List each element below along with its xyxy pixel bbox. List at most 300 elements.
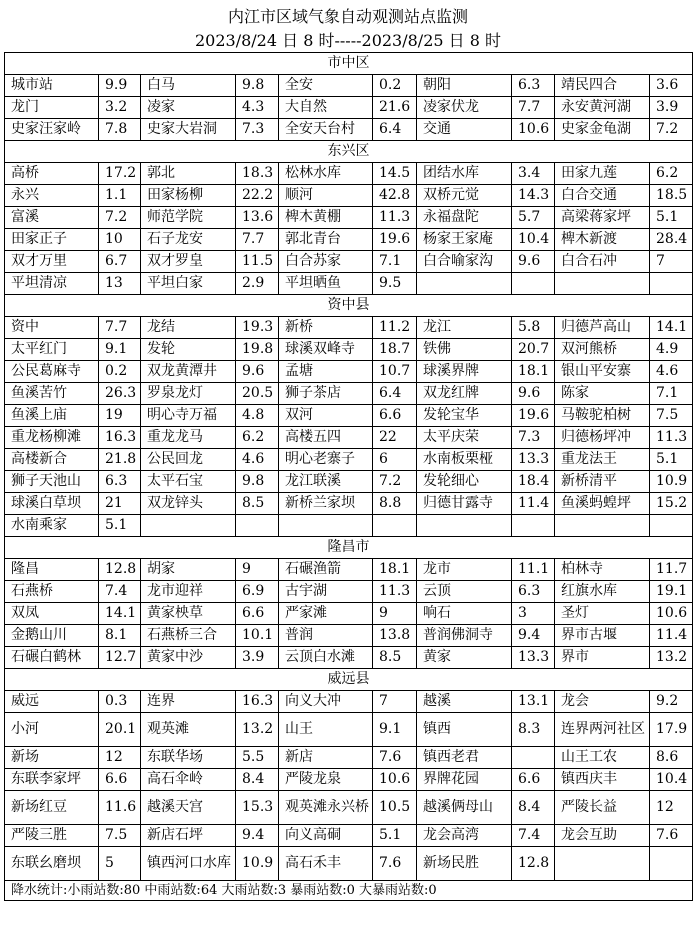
rainfall-value: 6.2 xyxy=(236,427,279,449)
table-row xyxy=(5,625,693,647)
rainfall-value: 4.8 xyxy=(236,405,279,427)
rainfall-value: 11.5 xyxy=(236,251,279,273)
station-name: 红旗水库 xyxy=(555,581,650,603)
rainfall-value: 6.6 xyxy=(99,769,141,791)
station-name: 新场红豆 xyxy=(5,791,99,825)
station-name: 黄家柍草 xyxy=(141,603,236,625)
rainfall-value xyxy=(512,273,555,295)
station-name: 新桥清平 xyxy=(555,471,650,493)
rainfall-value: 6 xyxy=(373,449,417,471)
station-name: 威远 xyxy=(5,691,99,713)
rainfall-value: 4.9 xyxy=(650,339,693,361)
rainfall-value: 13.3 xyxy=(512,449,555,471)
section-header xyxy=(5,295,693,317)
table-row xyxy=(5,713,693,747)
station-name: 铁佛 xyxy=(417,339,512,361)
station-name: 石碾白鹤林 xyxy=(5,647,99,669)
station-name: 水南板栗桠 xyxy=(417,449,512,471)
rainfall-value: 19.8 xyxy=(236,339,279,361)
rainfall-value: 17.2 xyxy=(99,163,141,185)
rainfall-value: 6.4 xyxy=(373,119,417,141)
table-row xyxy=(5,119,693,141)
rainfall-value: 3 xyxy=(512,603,555,625)
rainfall-value: 18.1 xyxy=(373,559,417,581)
station-name: 新桥兰家坝 xyxy=(279,493,373,515)
station-name: 严家滩 xyxy=(279,603,373,625)
rainfall-value: 26.3 xyxy=(99,383,141,405)
rainfall-value: 13.3 xyxy=(512,647,555,669)
rainfall-value: 5 xyxy=(99,847,141,881)
rainfall-value: 7.8 xyxy=(99,119,141,141)
station-name: 发轮 xyxy=(141,339,236,361)
station-name: 越溪俩母山 xyxy=(417,791,512,825)
rainfall-value: 11.2 xyxy=(373,317,417,339)
rainfall-value: 17.9 xyxy=(650,713,693,747)
table-row xyxy=(5,769,693,791)
table-row xyxy=(5,427,693,449)
table-row xyxy=(5,97,693,119)
rainfall-value: 14.5 xyxy=(373,163,417,185)
rainfall-value: 15.2 xyxy=(650,493,693,515)
precipitation-stats: 降水统计:小雨站数:80 中雨站数:64 大雨站数:3 暴雨站数:0 大暴雨站数:0 xyxy=(5,881,693,901)
rainfall-value: 1.1 xyxy=(99,185,141,207)
station-name: 孟塘 xyxy=(279,361,373,383)
station-name: 石碾渔箭 xyxy=(279,559,373,581)
section-title: 东兴区 xyxy=(5,141,693,163)
rainfall-value: 11.3 xyxy=(650,427,693,449)
rainfall-value: 19.3 xyxy=(236,317,279,339)
rainfall-value xyxy=(236,515,279,537)
rainfall-value: 10 xyxy=(99,229,141,251)
rainfall-value: 15.3 xyxy=(236,791,279,825)
rainfall-value: 6.6 xyxy=(236,603,279,625)
rainfall-value: 7.4 xyxy=(512,825,555,847)
rainfall-value: 13.6 xyxy=(236,207,279,229)
rainfall-value: 5.1 xyxy=(650,207,693,229)
station-name: 龙会互助 xyxy=(555,825,650,847)
table-row xyxy=(5,273,693,295)
stats-row xyxy=(5,881,693,901)
station-name: 新场民胜 xyxy=(417,847,512,881)
rainfall-value: 14.1 xyxy=(650,317,693,339)
station-name: 高桥 xyxy=(5,163,99,185)
table-row xyxy=(5,603,693,625)
rainfall-value: 3.2 xyxy=(99,97,141,119)
table-row xyxy=(5,691,693,713)
rainfall-value: 8.4 xyxy=(512,791,555,825)
station-name: 平坦晒鱼 xyxy=(279,273,373,295)
station-name: 连界两河社区 xyxy=(555,713,650,747)
station-name: 永安黄河湖 xyxy=(555,97,650,119)
rainfall-value: 20.1 xyxy=(99,713,141,747)
rainfall-value: 8.1 xyxy=(99,625,141,647)
station-name: 龙江 xyxy=(417,317,512,339)
rainfall-value: 16.3 xyxy=(236,691,279,713)
station-name: 靖民四合 xyxy=(555,75,650,97)
station-name: 狮子茶店 xyxy=(279,383,373,405)
rainfall-value: 9.4 xyxy=(512,625,555,647)
station-name: 镇西老君 xyxy=(417,747,512,769)
rainfall-value: 10.4 xyxy=(650,769,693,791)
rainfall-value: 9 xyxy=(236,559,279,581)
station-name: 田家正子 xyxy=(5,229,99,251)
station-name: 观英滩 xyxy=(141,713,236,747)
rainfall-value: 6.2 xyxy=(650,163,693,185)
rainfall-value: 7.7 xyxy=(512,97,555,119)
station-name: 球溪双峰寺 xyxy=(279,339,373,361)
rainfall-value: 16.3 xyxy=(99,427,141,449)
station-name: 镇西庆丰 xyxy=(555,769,650,791)
station-name: 黄家 xyxy=(417,647,512,669)
station-name: 松林水库 xyxy=(279,163,373,185)
report-period: 2023/8/24 日 8 时-----2023/8/25 日 8 时 xyxy=(195,31,501,50)
station-name: 太平石宝 xyxy=(141,471,236,493)
station-name: 龙江联溪 xyxy=(279,471,373,493)
station-name: 镇西 xyxy=(417,713,512,747)
rainfall-value: 8.5 xyxy=(373,647,417,669)
table-row xyxy=(5,207,693,229)
station-name: 双凤 xyxy=(5,603,99,625)
rainfall-value: 19.1 xyxy=(650,581,693,603)
station-name: 龙会 xyxy=(555,691,650,713)
rainfall-value: 8.5 xyxy=(236,493,279,515)
rainfall-value xyxy=(650,847,693,881)
station-name: 水南乘家 xyxy=(5,515,99,537)
station-name: 发轮细心 xyxy=(417,471,512,493)
rainfall-value: 21.8 xyxy=(99,449,141,471)
rainfall-value: 18.1 xyxy=(512,361,555,383)
station-name: 严陵三胜 xyxy=(5,825,99,847)
table-row xyxy=(5,647,693,669)
station-name: 平坦清凉 xyxy=(5,273,99,295)
station-name: 石燕桥三合 xyxy=(141,625,236,647)
station-name: 普润 xyxy=(279,625,373,647)
table-row xyxy=(5,515,693,537)
rainfall-value: 7.2 xyxy=(650,119,693,141)
rainfall-value: 13.1 xyxy=(512,691,555,713)
station-name: 鱼溪蚂蝗坪 xyxy=(555,493,650,515)
rainfall-value: 11.4 xyxy=(512,493,555,515)
station-name: 龙会高湾 xyxy=(417,825,512,847)
rainfall-value: 7.2 xyxy=(99,207,141,229)
rainfall-value: 20.7 xyxy=(512,339,555,361)
rainfall-value: 7.5 xyxy=(650,405,693,427)
station-name: 新店石坪 xyxy=(141,825,236,847)
station-name: 高石伞岭 xyxy=(141,769,236,791)
rainfall-value: 0.2 xyxy=(99,361,141,383)
rainfall-value: 6.3 xyxy=(512,75,555,97)
station-name: 田家九莲 xyxy=(555,163,650,185)
table-row xyxy=(5,405,693,427)
rainfall-value xyxy=(650,273,693,295)
station-name: 古宇湖 xyxy=(279,581,373,603)
station-name: 黄家中沙 xyxy=(141,647,236,669)
table-row xyxy=(5,163,693,185)
table-row xyxy=(5,559,693,581)
rainfall-value: 6.6 xyxy=(512,769,555,791)
table-row xyxy=(5,185,693,207)
station-name: 石燕桥 xyxy=(5,581,99,603)
station-name: 史家大岩洞 xyxy=(141,119,236,141)
station-name: 凌家 xyxy=(141,97,236,119)
rainfall-value: 4.6 xyxy=(236,449,279,471)
rainfall-value: 12.7 xyxy=(99,647,141,669)
station-name: 发轮宝华 xyxy=(417,405,512,427)
station-name xyxy=(417,273,512,295)
table-row xyxy=(5,75,693,97)
station-name: 郭北 xyxy=(141,163,236,185)
station-name: 白马 xyxy=(141,75,236,97)
rainfall-value: 13.8 xyxy=(373,625,417,647)
rainfall-value xyxy=(373,515,417,537)
rainfall-value: 28.4 xyxy=(650,229,693,251)
rainfall-value: 4.6 xyxy=(650,361,693,383)
rainfall-value: 19.6 xyxy=(373,229,417,251)
station-name: 马鞍驼柏树 xyxy=(555,405,650,427)
rainfall-value: 19 xyxy=(99,405,141,427)
table-row xyxy=(5,361,693,383)
rainfall-value: 10.6 xyxy=(512,119,555,141)
section-header xyxy=(5,141,693,163)
rainfall-value: 8.4 xyxy=(236,769,279,791)
rainfall-value: 9.8 xyxy=(236,471,279,493)
station-name: 椑木新渡 xyxy=(555,229,650,251)
rainfall-value: 7.7 xyxy=(99,317,141,339)
station-name: 杨家王家庵 xyxy=(417,229,512,251)
rainfall-value: 7.1 xyxy=(650,383,693,405)
table-row xyxy=(5,471,693,493)
rainfall-value: 7.7 xyxy=(236,229,279,251)
station-name xyxy=(555,847,650,881)
rainfall-value: 22.2 xyxy=(236,185,279,207)
station-name: 球溪白草坝 xyxy=(5,493,99,515)
station-name: 双才万里 xyxy=(5,251,99,273)
station-name: 金鹅山川 xyxy=(5,625,99,647)
section-header xyxy=(5,537,693,559)
table-row xyxy=(5,791,693,825)
rainfall-value: 6.3 xyxy=(512,581,555,603)
station-name: 东联幺磨坝 xyxy=(5,847,99,881)
station-name: 白合苏家 xyxy=(279,251,373,273)
rainfall-value: 9.6 xyxy=(236,361,279,383)
rainfall-value: 9.5 xyxy=(373,273,417,295)
station-name: 归德杨坪冲 xyxy=(555,427,650,449)
station-name: 双龙黄潭井 xyxy=(141,361,236,383)
rainfall-value: 11.3 xyxy=(373,581,417,603)
table-row xyxy=(5,847,693,881)
rainfall-value: 10.1 xyxy=(236,625,279,647)
rainfall-value: 8.6 xyxy=(650,747,693,769)
rainfall-value: 13.2 xyxy=(650,647,693,669)
rainfall-value: 10.7 xyxy=(373,361,417,383)
station-name: 白合喻家沟 xyxy=(417,251,512,273)
rainfall-value: 2.9 xyxy=(236,273,279,295)
station-name: 双河熊桥 xyxy=(555,339,650,361)
station-name xyxy=(555,515,650,537)
station-name: 归德芦高山 xyxy=(555,317,650,339)
station-name: 小河 xyxy=(5,713,99,747)
rainfall-value: 7.5 xyxy=(99,825,141,847)
rainfall-value: 13.2 xyxy=(236,713,279,747)
station-name: 界牌花园 xyxy=(417,769,512,791)
station-name: 新店 xyxy=(279,747,373,769)
station-name: 圣灯 xyxy=(555,603,650,625)
report-sheet xyxy=(4,4,692,901)
station-name: 鱼溪苦竹 xyxy=(5,383,99,405)
station-name: 史家汪家岭 xyxy=(5,119,99,141)
rainfall-value: 7.3 xyxy=(512,427,555,449)
station-name xyxy=(555,273,650,295)
station-name: 大自然 xyxy=(279,97,373,119)
table-row xyxy=(5,229,693,251)
station-name: 狮子天池山 xyxy=(5,471,99,493)
table-row xyxy=(5,251,693,273)
station-name: 太平红门 xyxy=(5,339,99,361)
section-header xyxy=(5,669,693,691)
rainfall-value: 18.4 xyxy=(512,471,555,493)
station-name: 云顶白水滩 xyxy=(279,647,373,669)
station-name: 镇西河口水库 xyxy=(141,847,236,881)
station-name: 严陵长益 xyxy=(555,791,650,825)
station-name: 界市 xyxy=(555,647,650,669)
rainfall-value: 3.9 xyxy=(650,97,693,119)
rainfall-value: 7.3 xyxy=(236,119,279,141)
station-name: 重龙龙马 xyxy=(141,427,236,449)
station-name: 公民回龙 xyxy=(141,449,236,471)
rainfall-value: 6.9 xyxy=(236,581,279,603)
rainfall-value: 12.8 xyxy=(512,847,555,881)
rainfall-value: 9.1 xyxy=(99,339,141,361)
station-name: 界市古堰 xyxy=(555,625,650,647)
station-name: 响石 xyxy=(417,603,512,625)
station-name: 高石禾丰 xyxy=(279,847,373,881)
station-name: 隆昌 xyxy=(5,559,99,581)
station-name: 球溪界牌 xyxy=(417,361,512,383)
section-title: 市中区 xyxy=(5,53,693,75)
station-name: 高楼五四 xyxy=(279,427,373,449)
rainfall-value: 0.2 xyxy=(373,75,417,97)
rainfall-value: 7.6 xyxy=(373,747,417,769)
rainfall-value: 7.2 xyxy=(373,471,417,493)
rainfall-value: 12.8 xyxy=(99,559,141,581)
rainfall-value: 10.6 xyxy=(373,769,417,791)
rainfall-value: 7.6 xyxy=(650,825,693,847)
rainfall-value: 14.3 xyxy=(512,185,555,207)
station-name: 永福盘陀 xyxy=(417,207,512,229)
rainfall-value: 5.1 xyxy=(373,825,417,847)
rainfall-value: 6.4 xyxy=(373,383,417,405)
station-name: 高楼新合 xyxy=(5,449,99,471)
section-title: 资中县 xyxy=(5,295,693,317)
rainfall-value: 9.8 xyxy=(236,75,279,97)
station-name: 太平庆荣 xyxy=(417,427,512,449)
station-name: 向义高硐 xyxy=(279,825,373,847)
station-name: 明心寺万福 xyxy=(141,405,236,427)
station-name: 越溪天宫 xyxy=(141,791,236,825)
rainfall-value xyxy=(650,515,693,537)
rainfall-table xyxy=(4,52,693,901)
rainfall-value: 0.3 xyxy=(99,691,141,713)
station-name: 连界 xyxy=(141,691,236,713)
station-name: 师范学院 xyxy=(141,207,236,229)
station-name: 向义大冲 xyxy=(279,691,373,713)
rainfall-value: 7 xyxy=(650,251,693,273)
station-name: 龙结 xyxy=(141,317,236,339)
rainfall-value: 5.5 xyxy=(236,747,279,769)
rainfall-value: 20.5 xyxy=(236,383,279,405)
rainfall-value: 42.8 xyxy=(373,185,417,207)
station-name: 龙市 xyxy=(417,559,512,581)
rainfall-value: 5.1 xyxy=(99,515,141,537)
rainfall-value: 11.7 xyxy=(650,559,693,581)
rainfall-value: 7.4 xyxy=(99,581,141,603)
rainfall-value: 3.6 xyxy=(650,75,693,97)
rainfall-value: 7 xyxy=(373,691,417,713)
station-name: 双桥元觉 xyxy=(417,185,512,207)
rainfall-value: 10.5 xyxy=(373,791,417,825)
rainfall-value: 9.6 xyxy=(512,251,555,273)
station-name: 龙市迎祥 xyxy=(141,581,236,603)
station-name: 山王工农 xyxy=(555,747,650,769)
station-name: 东联华场 xyxy=(141,747,236,769)
rainfall-value: 18.3 xyxy=(236,163,279,185)
station-name: 明心老寨子 xyxy=(279,449,373,471)
station-name xyxy=(279,515,373,537)
station-name xyxy=(141,515,236,537)
station-name: 平坦白家 xyxy=(141,273,236,295)
station-name: 永兴 xyxy=(5,185,99,207)
section-title: 隆昌市 xyxy=(5,537,693,559)
rainfall-value: 21.6 xyxy=(373,97,417,119)
rainfall-value: 11.3 xyxy=(373,207,417,229)
rainfall-value: 13 xyxy=(99,273,141,295)
rainfall-value: 18.7 xyxy=(373,339,417,361)
station-name: 团结水库 xyxy=(417,163,512,185)
rainfall-value: 11.1 xyxy=(512,559,555,581)
rainfall-value: 4.3 xyxy=(236,97,279,119)
rainfall-value: 9.4 xyxy=(236,825,279,847)
station-name: 公民葛麻寺 xyxy=(5,361,99,383)
station-name: 资中 xyxy=(5,317,99,339)
station-name: 银山平安寨 xyxy=(555,361,650,383)
table-row xyxy=(5,825,693,847)
rainfall-value: 12 xyxy=(99,747,141,769)
table-row xyxy=(5,581,693,603)
station-name: 史家金龟湖 xyxy=(555,119,650,141)
station-name: 双河 xyxy=(279,405,373,427)
rainfall-value: 8.3 xyxy=(512,713,555,747)
rainfall-value: 9 xyxy=(373,603,417,625)
rainfall-value: 11.4 xyxy=(650,625,693,647)
table-row xyxy=(5,339,693,361)
rainfall-value: 10.9 xyxy=(650,471,693,493)
station-name: 田家杨柳 xyxy=(141,185,236,207)
station-name: 胡家 xyxy=(141,559,236,581)
section-header xyxy=(5,53,693,75)
station-name: 归德甘露寺 xyxy=(417,493,512,515)
station-name: 城市站 xyxy=(5,75,99,97)
station-name: 鱼溪上庙 xyxy=(5,405,99,427)
rainfall-value: 21 xyxy=(99,493,141,515)
station-name: 白合交通 xyxy=(555,185,650,207)
table-row xyxy=(5,493,693,515)
rainfall-value: 22 xyxy=(373,427,417,449)
station-name: 云顶 xyxy=(417,581,512,603)
table-row xyxy=(5,317,693,339)
rainfall-value: 10.6 xyxy=(650,603,693,625)
station-name: 朝阳 xyxy=(417,75,512,97)
rainfall-value: 14.1 xyxy=(99,603,141,625)
